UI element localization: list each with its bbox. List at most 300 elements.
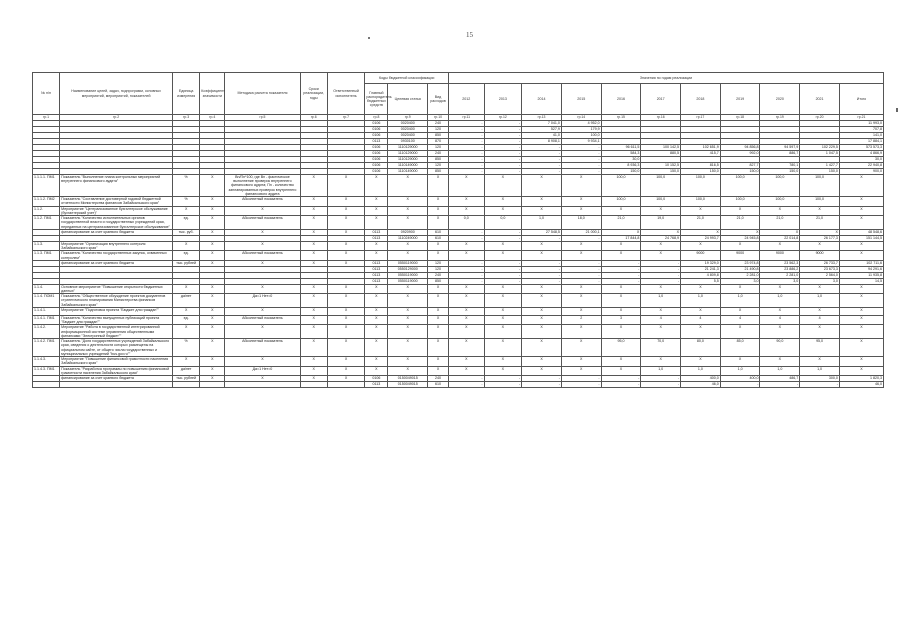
year-value: X bbox=[561, 251, 601, 260]
year-value: X bbox=[449, 206, 485, 215]
table-row bbox=[33, 216, 884, 230]
year-value: - bbox=[522, 235, 562, 241]
row-term: X bbox=[300, 229, 327, 235]
vr-code: X bbox=[428, 366, 449, 375]
year-value: - bbox=[484, 229, 522, 235]
year-value: X bbox=[449, 339, 485, 357]
row-weight: X bbox=[200, 206, 225, 215]
vr-code: X bbox=[428, 294, 449, 308]
year-value: - bbox=[561, 145, 601, 151]
row-unit: X bbox=[173, 307, 200, 315]
year-value: X bbox=[681, 241, 721, 250]
year-value: 3,0 bbox=[720, 278, 760, 284]
year-value: X bbox=[601, 284, 641, 293]
year-value: - bbox=[522, 260, 562, 266]
year-value: - bbox=[449, 381, 485, 387]
row-method: X bbox=[225, 229, 300, 235]
column-number: гр.6 bbox=[300, 115, 327, 121]
total-value: X bbox=[839, 307, 883, 315]
year-value: 2 bbox=[561, 315, 601, 324]
grbs-code: X bbox=[365, 206, 388, 215]
vr-code: 870 bbox=[428, 139, 449, 145]
year-value: X bbox=[681, 357, 721, 366]
grbs-code: 0113 bbox=[365, 278, 388, 284]
year-value: 1,0 bbox=[641, 294, 681, 308]
kcsr-code: 0550119000 bbox=[388, 278, 428, 284]
year-value: 41,0 bbox=[522, 133, 562, 139]
total-value: X bbox=[839, 315, 883, 324]
grbs-code: 0106 bbox=[365, 121, 388, 127]
year-value: 179,9 bbox=[561, 127, 601, 133]
table-row bbox=[33, 175, 884, 197]
year-value: X bbox=[800, 357, 840, 366]
vr-code: 120 bbox=[428, 163, 449, 169]
year-value: 94 597,9 bbox=[760, 145, 800, 151]
grbs-code: 0113 bbox=[365, 266, 388, 272]
table-row bbox=[33, 307, 884, 315]
year-value: - bbox=[449, 278, 485, 284]
year-value: 8 908,1 bbox=[522, 139, 562, 145]
total-value: 4 866,9 bbox=[839, 151, 883, 157]
vr-code: X bbox=[428, 206, 449, 215]
year-value: X bbox=[561, 366, 601, 375]
row-resp: X bbox=[327, 284, 365, 293]
kcsr-code: X bbox=[388, 197, 428, 206]
year-value: X bbox=[681, 229, 721, 235]
year-value: - bbox=[641, 272, 681, 278]
grbs-code: 0113 bbox=[365, 229, 388, 235]
vr-code: 850 bbox=[428, 278, 449, 284]
year-value: X bbox=[561, 307, 601, 315]
year-value: X bbox=[522, 284, 562, 293]
year-value: 400,0 bbox=[720, 375, 760, 381]
row-number: 1.1.4. ПОМ1 bbox=[33, 294, 60, 308]
table-row bbox=[33, 294, 884, 308]
row-resp: X bbox=[327, 197, 365, 206]
year-value: 150,0 bbox=[641, 169, 681, 175]
year-value: X bbox=[720, 325, 760, 339]
row-resp: X bbox=[327, 375, 365, 381]
year-value: - bbox=[449, 151, 485, 157]
year-value: 19,0 bbox=[641, 216, 681, 230]
vr-code: X bbox=[428, 315, 449, 324]
year-value: 27 548,5 bbox=[522, 229, 562, 235]
year-value: X bbox=[601, 366, 641, 375]
year-value: - bbox=[641, 278, 681, 284]
row-weight: X bbox=[200, 366, 225, 375]
column-number: гр.9 bbox=[388, 115, 428, 121]
year-value: - bbox=[760, 381, 800, 387]
grbs-code: X bbox=[365, 294, 388, 308]
row-unit bbox=[173, 381, 200, 387]
year-value: - bbox=[522, 169, 562, 175]
year-value: 100,0 bbox=[720, 175, 760, 197]
year-value: - bbox=[601, 266, 641, 272]
year-value: - bbox=[449, 266, 485, 272]
kcsr-code: X bbox=[388, 284, 428, 293]
year-value: - bbox=[641, 381, 681, 387]
year-value: X bbox=[449, 315, 485, 324]
year-value: 1,0 bbox=[522, 216, 562, 230]
row-number: 1.1.4.3. bbox=[33, 357, 60, 366]
year-value: 1,0 bbox=[760, 366, 800, 375]
column-number: гр.2 bbox=[60, 115, 173, 121]
grbs-code: 0106 bbox=[365, 169, 388, 175]
year-value: X bbox=[601, 229, 641, 235]
vr-code: 850 bbox=[428, 169, 449, 175]
year-value: X bbox=[522, 294, 562, 308]
year-value: X bbox=[484, 325, 522, 339]
year-value: X bbox=[720, 357, 760, 366]
total-value: X bbox=[839, 325, 883, 339]
year-header: 2018 bbox=[681, 84, 721, 115]
total-value: 48 548,6 bbox=[839, 229, 883, 235]
row-term: X bbox=[300, 260, 327, 266]
vr-code: X bbox=[428, 216, 449, 230]
scan-edge-mark bbox=[896, 108, 898, 112]
row-weight: X bbox=[200, 175, 225, 197]
year-value: - bbox=[484, 235, 522, 241]
row-term: X bbox=[300, 366, 327, 375]
year-value: 19 329,0 bbox=[681, 260, 721, 266]
year-value: 2 281,0 bbox=[760, 272, 800, 278]
financing-label bbox=[60, 381, 173, 387]
col-method-header: Методика расчета показателя bbox=[225, 73, 300, 115]
row-weight: X bbox=[200, 197, 225, 206]
year-value: 816,5 bbox=[681, 163, 721, 169]
year-header: 2021 bbox=[800, 84, 840, 115]
year-value: X bbox=[561, 284, 601, 293]
total-value: 11 935,8 bbox=[839, 272, 883, 278]
year-value: X bbox=[449, 307, 485, 315]
year-value: X bbox=[561, 197, 601, 206]
col-name-header: Наименование целей, задач, подпрограмм, основных мероприятий, мероприятий, показателей bbox=[60, 73, 173, 115]
row-number: 1.1.4.1. bbox=[33, 307, 60, 315]
kcsr-code: 0550119000 bbox=[388, 260, 428, 266]
year-value: - bbox=[522, 381, 562, 387]
year-value: X bbox=[561, 241, 601, 250]
row-name: Мероприятие "Централизованное бухгалтерское обслуживание (бухгалтерский учет)" bbox=[60, 206, 173, 215]
program-indicators-table bbox=[32, 72, 884, 388]
table-header bbox=[33, 73, 884, 121]
total-value: 573 573,3 bbox=[839, 145, 883, 151]
total-value: X bbox=[839, 197, 883, 206]
year-value: 9000 bbox=[800, 251, 840, 260]
row-number: 1.1.4.2. ПМ1 bbox=[33, 339, 60, 357]
column-number: гр.10 bbox=[428, 115, 449, 121]
year-value: X bbox=[561, 339, 601, 357]
year-value: X bbox=[601, 251, 641, 260]
year-value: 0,0 bbox=[484, 216, 522, 230]
row-method: X bbox=[225, 241, 300, 250]
total-value: X bbox=[839, 357, 883, 366]
year-value: 150,0 bbox=[681, 169, 721, 175]
row-term: X bbox=[300, 206, 327, 215]
row-method bbox=[225, 381, 300, 387]
row-weight: X bbox=[200, 375, 225, 381]
year-value: 4 952,0 bbox=[561, 121, 601, 127]
year-value: 23 974,8 bbox=[720, 260, 760, 266]
year-value: X bbox=[522, 197, 562, 206]
year-value: X bbox=[561, 294, 601, 308]
grbs-code: 0106 bbox=[365, 151, 388, 157]
grbs-code: X bbox=[365, 175, 388, 197]
year-value: 486,7 bbox=[760, 375, 800, 381]
row-weight: X bbox=[200, 229, 225, 235]
year-value: X bbox=[681, 307, 721, 315]
year-value: X bbox=[522, 315, 562, 324]
year-value: 21 241,3 bbox=[681, 266, 721, 272]
year-value: X bbox=[484, 241, 522, 250]
year-value: 80,0 bbox=[681, 339, 721, 357]
year-value: 100,0 bbox=[800, 175, 840, 197]
year-value: 1,0 bbox=[800, 366, 840, 375]
year-value: - bbox=[449, 235, 485, 241]
row-term: X bbox=[300, 284, 327, 293]
column-number: гр.5 bbox=[225, 115, 300, 121]
year-value: X bbox=[800, 307, 840, 315]
year-value: 21 000,1 bbox=[561, 229, 601, 235]
table-row bbox=[33, 284, 884, 293]
year-value: X bbox=[760, 357, 800, 366]
year-value: X bbox=[449, 325, 485, 339]
year-value: 150,0 bbox=[760, 169, 800, 175]
year-value: 30,0 bbox=[601, 157, 641, 163]
year-value: 100,0 bbox=[641, 197, 681, 206]
year-value: X bbox=[601, 241, 641, 250]
year-value: X bbox=[449, 294, 485, 308]
table-row bbox=[33, 339, 884, 357]
year-value: 9000 bbox=[720, 251, 760, 260]
row-method: X bbox=[225, 307, 300, 315]
year-value: 2 564,0 bbox=[800, 272, 840, 278]
row-unit: ед. bbox=[173, 315, 200, 324]
row-unit: % bbox=[173, 197, 200, 206]
year-value: 23 886,2 bbox=[760, 266, 800, 272]
year-value: 10 152,5 bbox=[641, 163, 681, 169]
vr-code: 610 bbox=[428, 235, 449, 241]
row-unit: X bbox=[173, 241, 200, 250]
year-value: 4 bbox=[681, 315, 721, 324]
row-name: Показатель "Количество выпущенных публикаций проекта "Бюджет для граждан"" bbox=[60, 315, 173, 324]
year-value: 9000 bbox=[681, 251, 721, 260]
year-value: X bbox=[720, 241, 760, 250]
column-number: гр.1 bbox=[33, 115, 60, 121]
row-unit: да/нет bbox=[173, 294, 200, 308]
row-weight: X bbox=[200, 357, 225, 366]
year-value: 24 945,8 bbox=[720, 235, 760, 241]
year-value: X bbox=[760, 241, 800, 250]
year-value: X bbox=[522, 241, 562, 250]
row-unit: ед. bbox=[173, 251, 200, 260]
year-value: 300,0 bbox=[800, 375, 840, 381]
grbs-code: 0106 bbox=[365, 127, 388, 133]
row-resp: X bbox=[327, 260, 365, 266]
year-value: - bbox=[561, 151, 601, 157]
year-value: - bbox=[561, 169, 601, 175]
kcsr-code: X bbox=[388, 366, 428, 375]
row-weight: X bbox=[200, 260, 225, 266]
kcsr-code: 0020400 bbox=[388, 127, 428, 133]
year-value: - bbox=[800, 381, 840, 387]
year-value: X bbox=[641, 241, 681, 250]
year-value: 85,0 bbox=[720, 339, 760, 357]
grbs-code: 0113 bbox=[365, 235, 388, 241]
vr-code: 850 bbox=[428, 157, 449, 163]
year-value: X bbox=[681, 206, 721, 215]
row-term: X bbox=[300, 325, 327, 339]
year-value: - bbox=[522, 375, 562, 381]
grbs-code: 0113 bbox=[365, 381, 388, 387]
year-value: 21 490,8 bbox=[720, 266, 760, 272]
year-value: X bbox=[800, 284, 840, 293]
year-value: X bbox=[522, 206, 562, 215]
year-value: 780,1 bbox=[760, 163, 800, 169]
year-value: 100,0 bbox=[681, 175, 721, 197]
year-value: - bbox=[601, 278, 641, 284]
year-value: - bbox=[561, 381, 601, 387]
row-name: Показатель "Количество исполнительных органов государственной власти и государственных учреждений края, переданных на централизованное бухгалтерское обслуживание" bbox=[60, 216, 173, 230]
year-value: X bbox=[449, 241, 485, 250]
year-value: 21,0 bbox=[601, 216, 641, 230]
table-row bbox=[33, 206, 884, 215]
year-value: 70,0 bbox=[641, 339, 681, 357]
page-number: 15 bbox=[466, 31, 473, 39]
column-number: гр.7 bbox=[327, 115, 365, 121]
year-value: - bbox=[522, 278, 562, 284]
row-unit: X bbox=[173, 357, 200, 366]
vr-code: 850 bbox=[428, 133, 449, 139]
table-row bbox=[33, 241, 884, 250]
year-value: 96 611,5 bbox=[601, 145, 641, 151]
year-value: X bbox=[641, 325, 681, 339]
row-number: 1.1.4.2. bbox=[33, 325, 60, 339]
row-number: 1.1.2. bbox=[33, 206, 60, 215]
year-value: X bbox=[601, 307, 641, 315]
total-value: 17 884,1 bbox=[839, 139, 883, 145]
total-value: X bbox=[839, 294, 883, 308]
year-header: 2016 bbox=[601, 84, 641, 115]
vr-code: X bbox=[428, 197, 449, 206]
grbs-code: X bbox=[365, 315, 388, 324]
year-value: X bbox=[760, 284, 800, 293]
kcsr-code: X bbox=[388, 175, 428, 197]
kcsr-code: X bbox=[388, 216, 428, 230]
row-weight: X bbox=[200, 251, 225, 260]
row-weight bbox=[200, 381, 225, 387]
year-value: X bbox=[720, 284, 760, 293]
year-value: 26 733,7 bbox=[800, 260, 840, 266]
year-value: 150,0 bbox=[720, 169, 760, 175]
year-value: X bbox=[561, 175, 601, 197]
year-value: 24 768,9 bbox=[641, 235, 681, 241]
year-value: X bbox=[601, 294, 641, 308]
row-term: X bbox=[300, 197, 327, 206]
row-name: Мероприятие "Подготовка проекта "Бюджет для граждан"" bbox=[60, 307, 173, 315]
total-value: 707,8 bbox=[839, 127, 883, 133]
kcsr-code: X bbox=[388, 206, 428, 215]
year-value: X bbox=[800, 206, 840, 215]
year-value: - bbox=[484, 381, 522, 387]
col-unit-header: Единица измерения bbox=[173, 73, 200, 115]
total-value: X bbox=[839, 251, 883, 260]
grbs-code: X bbox=[365, 284, 388, 293]
vr-code: X bbox=[428, 357, 449, 366]
year-value: 4 bbox=[641, 315, 681, 324]
row-resp: X bbox=[327, 229, 365, 235]
row-method: Да=1 Нет=0 bbox=[225, 366, 300, 375]
year-value: 1,0 bbox=[760, 294, 800, 308]
row-unit: % bbox=[173, 339, 200, 357]
year-value: - bbox=[641, 266, 681, 272]
year-value: - bbox=[720, 381, 760, 387]
year-value: 9000 bbox=[760, 251, 800, 260]
kcsr-code: 0150049015 bbox=[388, 375, 428, 381]
row-method: X bbox=[225, 284, 300, 293]
year-value: X bbox=[800, 241, 840, 250]
year-value: - bbox=[522, 151, 562, 157]
row-name: Показатель "Общественное обсуждение проектов документов стратегического планирования Министерства финансов Забайкальского края" bbox=[60, 294, 173, 308]
year-value: 22 014,8 bbox=[760, 235, 800, 241]
row-term: X bbox=[300, 375, 327, 381]
column-number: гр.17 bbox=[681, 115, 721, 121]
row-term: X bbox=[300, 216, 327, 230]
table-row bbox=[33, 251, 884, 260]
year-value: X bbox=[522, 357, 562, 366]
year-value: X bbox=[760, 206, 800, 215]
row-name: Показатель "Количество государственных закупок, охваченных контролем" bbox=[60, 251, 173, 260]
year-value: 1 427,7 bbox=[800, 163, 840, 169]
column-number: гр.12 bbox=[484, 115, 522, 121]
year-value: - bbox=[522, 163, 562, 169]
column-number: гр.18 bbox=[720, 115, 760, 121]
year-value: 4 bbox=[800, 315, 840, 324]
year-value: 7 041,0 bbox=[522, 121, 562, 127]
row-resp: X bbox=[327, 294, 365, 308]
row-resp bbox=[327, 381, 365, 387]
kcsr-code: 0020400 bbox=[388, 133, 428, 139]
row-weight: X bbox=[200, 315, 225, 324]
year-value: X bbox=[760, 229, 800, 235]
year-value: - bbox=[484, 145, 522, 151]
grbs-code: 0113 bbox=[365, 139, 388, 145]
year-value: 584,3 bbox=[601, 151, 641, 157]
vr-code: 120 bbox=[428, 127, 449, 133]
row-resp: X bbox=[327, 357, 365, 366]
year-value: X bbox=[522, 307, 562, 315]
column-number: гр.20 bbox=[800, 115, 840, 121]
year-value: - bbox=[484, 163, 522, 169]
grbs-code: X bbox=[365, 307, 388, 315]
year-value: 992,0 bbox=[720, 151, 760, 157]
year-value: X bbox=[522, 325, 562, 339]
year-value: 886,7 bbox=[760, 151, 800, 157]
year-value: 100,0 bbox=[681, 197, 721, 206]
year-value: 17 844,8 bbox=[601, 235, 641, 241]
grbs-code: 0113 bbox=[365, 272, 388, 278]
year-value: - bbox=[449, 260, 485, 266]
year-value: X bbox=[720, 206, 760, 215]
year-value: X bbox=[484, 307, 522, 315]
grbs-code: 0106 bbox=[365, 157, 388, 163]
financing-label: финансирование за счет краевого бюджета bbox=[60, 229, 173, 235]
row-number: 1.1.2. ПМ1 bbox=[33, 216, 60, 230]
row-number: 1.1.3. ПМ1 bbox=[33, 251, 60, 260]
year-value: - bbox=[449, 272, 485, 278]
financing-label: финансирование за счет краевого бюджета bbox=[60, 260, 173, 266]
year-value: 4 bbox=[760, 315, 800, 324]
total-value: 94 291,6 bbox=[839, 266, 883, 272]
